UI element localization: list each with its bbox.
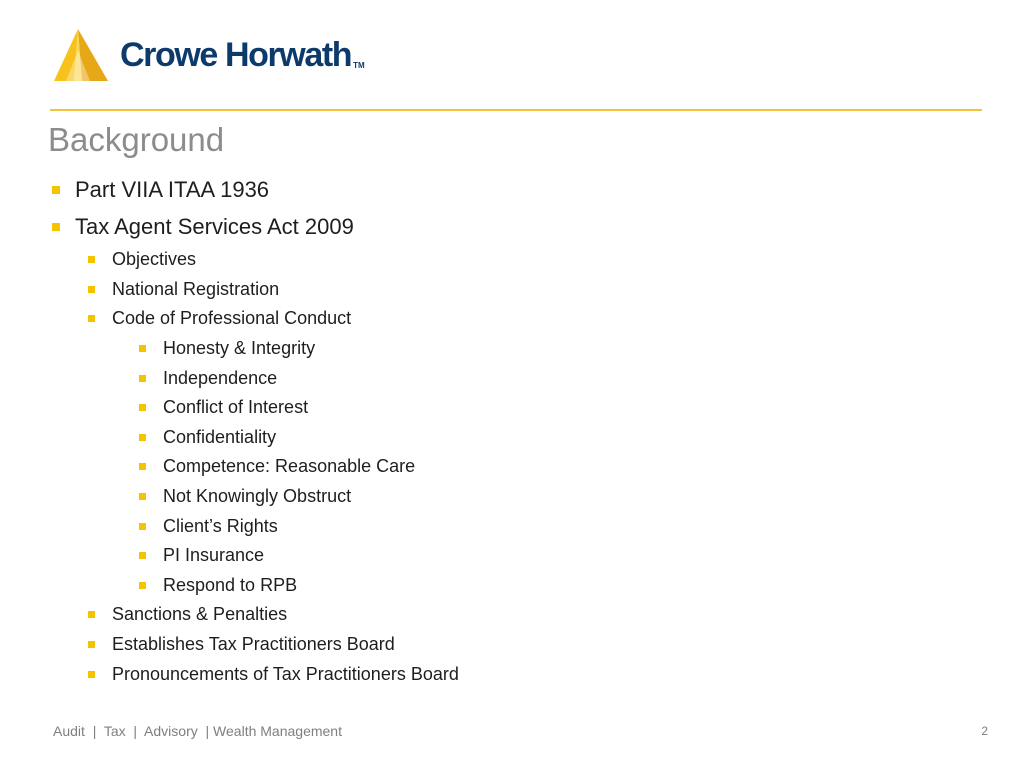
bullet-level-3 (0, 541, 459, 571)
bullet-level-3 (0, 334, 459, 364)
square-bullet-icon (139, 434, 146, 441)
bullet-list (0, 171, 459, 689)
logo-wordmark: Crowe Horwath (120, 36, 352, 74)
square-bullet-icon (88, 315, 95, 322)
bullet-text: Pronouncements of Tax Practitioners Board (112, 663, 459, 684)
square-bullet-icon (52, 186, 60, 194)
square-bullet-icon (88, 256, 95, 263)
bullet-text: Honesty & Integrity (163, 338, 316, 359)
bullet-level-3 (0, 393, 459, 423)
footer-services: Audit | Tax | Advisory | Wealth Management (53, 723, 342, 739)
square-bullet-icon (139, 345, 146, 352)
bullet-level-2 (0, 630, 459, 660)
bullet-level-2 (0, 275, 459, 305)
header-divider (50, 109, 982, 111)
square-bullet-icon (139, 463, 146, 470)
page-number: 2 (981, 724, 988, 738)
bullet-text: PI Insurance (163, 545, 265, 566)
square-bullet-icon (88, 286, 95, 293)
bullet-level-3 (0, 571, 459, 601)
bullet-level-2 (0, 304, 459, 334)
bullet-text: Client’s Rights (163, 515, 278, 536)
bullet-text: Competence: Reasonable Care (163, 456, 416, 477)
bullet-text: Code of Professional Conduct (112, 308, 352, 329)
square-bullet-icon (52, 223, 60, 231)
bullet-level-1 (0, 208, 459, 245)
bullet-text: Part VIIA ITAA 1936 (75, 176, 270, 202)
bullet-text: Independence (163, 367, 278, 388)
bullet-text: Tax Agent Services Act 2009 (75, 213, 354, 239)
bullet-level-3 (0, 363, 459, 393)
bullet-text: Conflict of Interest (163, 397, 309, 418)
bullet-level-3 (0, 423, 459, 453)
crowe-triangle-icon (52, 29, 110, 83)
bullet-level-3 (0, 511, 459, 541)
bullet-level-2 (0, 659, 459, 689)
square-bullet-icon (139, 582, 146, 589)
bullet-level-2 (0, 245, 459, 275)
square-bullet-icon (88, 671, 95, 678)
square-bullet-icon (139, 375, 146, 382)
bullet-text: Establishes Tax Practitioners Board (112, 634, 395, 655)
crowe-horwath-logo (52, 28, 365, 84)
bullet-level-3 (0, 452, 459, 482)
bullet-level-2 (0, 600, 459, 630)
square-bullet-icon (139, 523, 146, 530)
bullet-text: Not Knowingly Obstruct (163, 486, 352, 507)
square-bullet-icon (139, 404, 146, 411)
square-bullet-icon (139, 552, 146, 559)
bullet-text: Respond to RPB (163, 574, 298, 595)
bullet-text: Confidentiality (163, 426, 277, 447)
bullet-text: Objectives (112, 249, 197, 270)
bullet-level-3 (0, 482, 459, 512)
logo-trademark: TM (353, 61, 365, 70)
bullet-text: Sanctions & Penalties (112, 604, 288, 625)
bullet-level-1 (0, 171, 459, 208)
slide-title: Background (48, 121, 225, 158)
bullet-text: National Registration (112, 278, 280, 299)
square-bullet-icon (139, 493, 146, 500)
square-bullet-icon (88, 611, 95, 618)
square-bullet-icon (88, 641, 95, 648)
